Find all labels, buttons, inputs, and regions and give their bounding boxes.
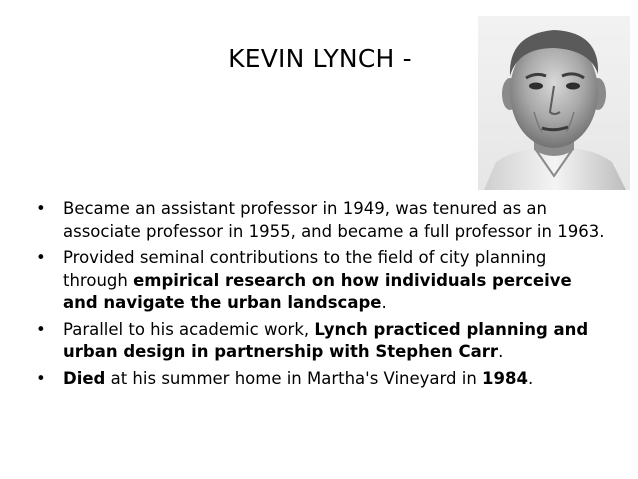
bullet-bold-text: 1984 bbox=[482, 368, 528, 388]
portrait-photo-graphic bbox=[478, 16, 630, 190]
bullet-list bbox=[36, 198, 606, 394]
bullet-text: Parallel to his academic work, bbox=[63, 319, 315, 339]
bullet-text: Became an assistant professor in 1949, was tenured as an associate professor in 1955, and became a full professor in 1963. bbox=[63, 199, 605, 241]
bullet-text: . bbox=[381, 293, 387, 312]
bullet-item bbox=[36, 198, 606, 243]
bullet-bold-text: empirical research on how individuals perceive and navigate the urban landscape bbox=[63, 270, 572, 312]
bullet-bold-text: Lynch practiced planning and urban design in partnership with Stephen Carr bbox=[63, 319, 589, 361]
bullet-bold-text: Died bbox=[63, 368, 106, 388]
bullet-text: . bbox=[498, 342, 504, 361]
bullet-item bbox=[36, 247, 606, 315]
bullet-item bbox=[36, 368, 606, 391]
bullet-item bbox=[36, 319, 606, 364]
portrait-photo bbox=[478, 16, 630, 190]
bullet-text: . bbox=[527, 368, 534, 388]
slide-title: KEVIN LYNCH - bbox=[228, 44, 412, 73]
bullet-text: at his summer home in Martha's Vineyard in bbox=[105, 368, 483, 388]
bullet-text: Provided seminal contributions to the field of city planning through bbox=[63, 248, 547, 290]
